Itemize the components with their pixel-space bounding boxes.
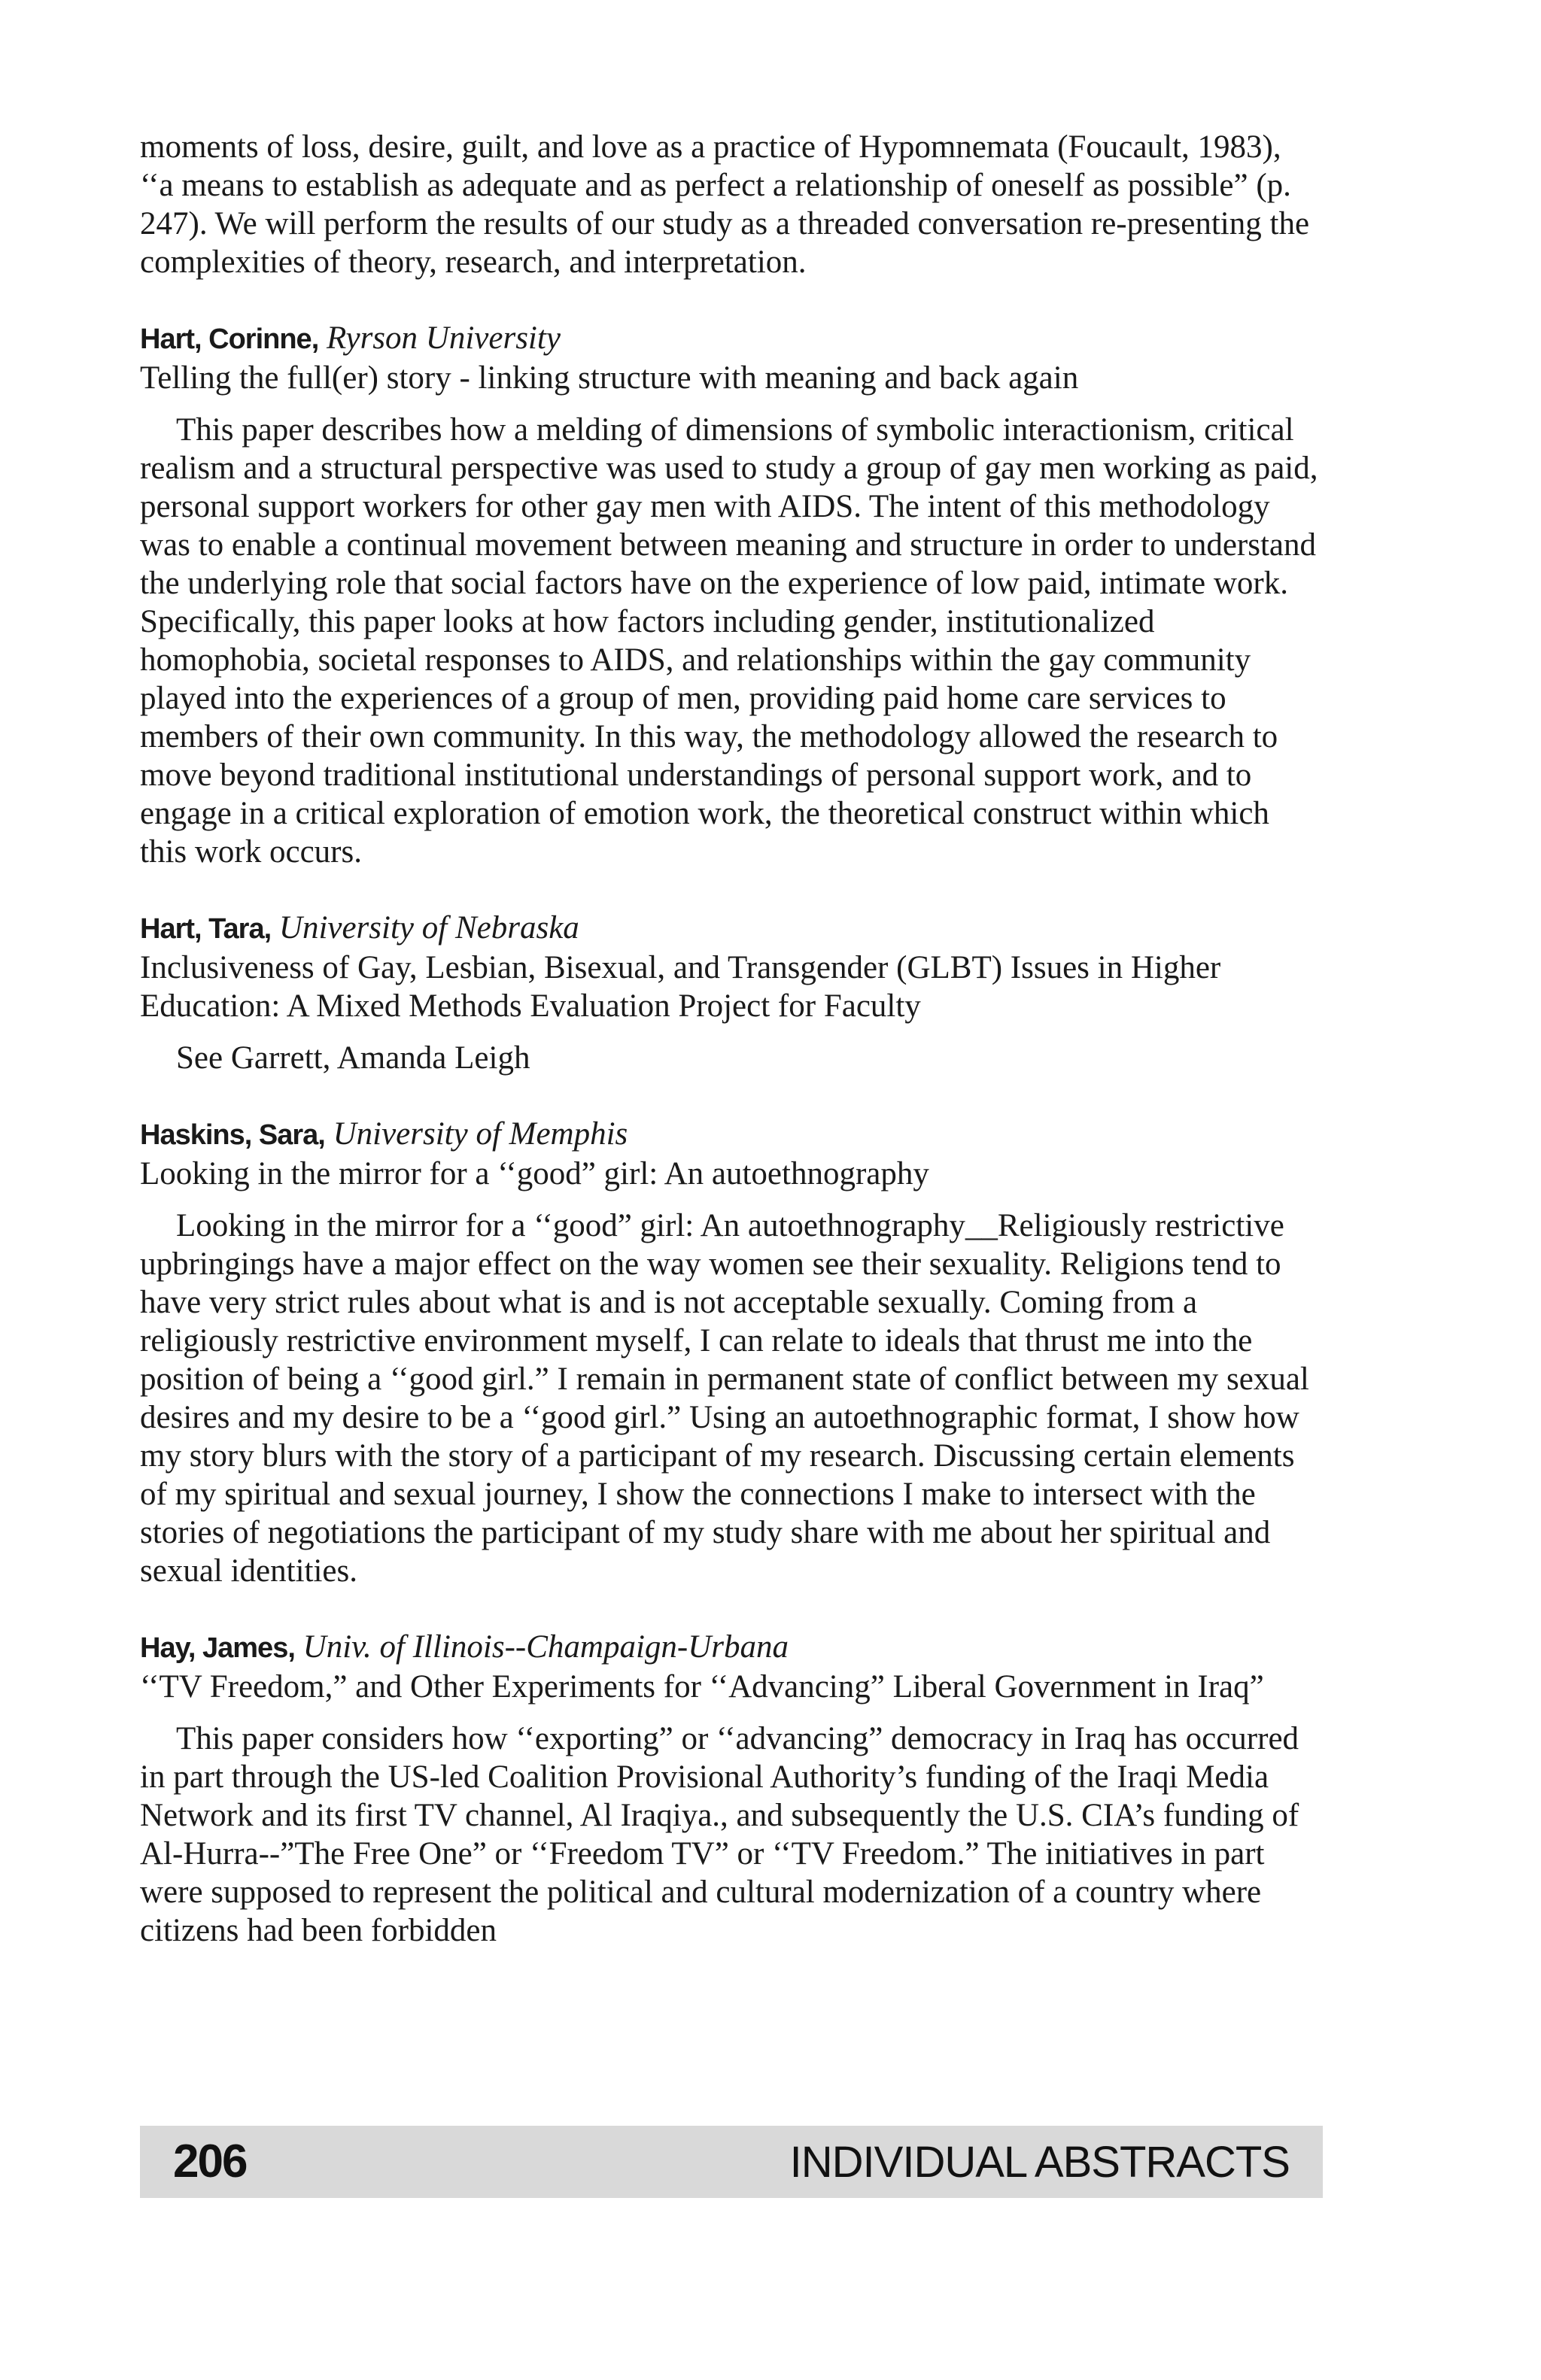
author-name: Hay, James, [140, 1632, 295, 1664]
page-body [140, 128, 1321, 1950]
entry-header [140, 1115, 1321, 1155]
abstract-text: Looking in the mirror for a ‘‘good” girl: An autoethnography__Religiously restrictive upbringings have a major effect on the way women see their sexuality. Religions tend to have very strict rules about what is and is not acceptable sexually. Coming from a religiously restrictive environment myself, I can relate to ideals that thrust me into the position of being a ‘‘good girl.” I remain in permanent state of conflict between my sexual desires and my desire to be a ‘‘good girl.” Using an autoethnographic format, I show how my story blurs with the story of a participant of my research. Discussing certain elements of my spiritual and sexual journey, I show the connections I make to intersect with the stories of negotiations the participant of my study share with me about her spiritual and sexual identities. [140, 1208, 1309, 1589]
abstract-text: See Garrett, Amanda Leigh [176, 1040, 530, 1076]
author-affiliation: University of Nebraska [278, 910, 579, 946]
abstract-title: ‘‘TV Freedom,” and Other Experiments for ‘‘Advancing” Liberal Government in Iraq” [140, 1669, 1264, 1705]
page-number: 206 [173, 2136, 247, 2187]
abstract-title: Inclusiveness of Gay, Lesbian, Bisexual, and Transgender (GLBT) Issues in Higher Education: A Mixed Methods Evaluation Project for Faculty [140, 950, 1221, 1024]
abstract-title: Telling the full(er) story - linking structure with meaning and back again [140, 360, 1079, 396]
abstract-title: Looking in the mirror for a ‘‘good” girl: An autoethnography [140, 1156, 929, 1192]
author-name: Hart, Tara, [140, 913, 272, 945]
author-name: Hart, Corinne, [140, 323, 319, 355]
abstract-text: This paper considers how ‘‘exporting” or ‘‘advancing” democracy in Iraq has occurred in part through the US-led Coalition Provisional Authority’s funding of the Iraqi Media Network and its first TV channel, Al Iraqiya., and subsequently the U.S. CIA’s funding of Al-Hurra--”The Free One” or ‘‘Freedom TV” or ‘‘TV Freedom.” The initiatives in part were supposed to represent the political and cultural modernization of a country where citizens had been forbidden [140, 1721, 1299, 1948]
author-affiliation: Univ. of Illinois--Champaign-Urbana [302, 1629, 789, 1665]
entry-header [140, 319, 1321, 359]
abstract-entry [140, 319, 1321, 871]
author-affiliation: Ryrson University [327, 320, 561, 356]
continuation-paragraph: moments of loss, desire, guilt, and love as a practice of Hypomnemata (Foucault, 1983), ‘‘a means to establish as adequate and as perfect a relationship of oneself as possible” (p. 247). We will perform the results of our study as a threaded conversation re-presenting the complexities of theory, research, and interpretation. [140, 129, 1310, 280]
abstract-entry [140, 1115, 1321, 1590]
author-name: Haskins, Sara, [140, 1119, 325, 1151]
page-footer [140, 2126, 1323, 2198]
section-label: INDIVIDUAL ABSTRACTS [789, 2138, 1290, 2187]
abstract-entry [140, 1628, 1321, 1950]
abstract-text: This paper describes how a melding of dimensions of symbolic interactionism, critical realism and a structural perspective was used to study a group of gay men working as paid, personal support workers for other gay men with AIDS. The intent of this methodology was to enable a continual movement between meaning and structure in order to understand the underlying role that social factors have on the experience of low paid, intimate work. Specifically, this paper looks at how factors including gender, institutionalized homophobia, societal responses to AIDS, and relationships within the gay community played into the experiences of a group of men, providing paid home care services to members of their own community. In this way, the methodology allowed the research to move beyond traditional institutional understandings of personal support work, and to engage in a critical exploration of emotion work, the theoretical construct within which this work occurs. [140, 412, 1318, 870]
entry-header [140, 909, 1321, 949]
author-affiliation: University of Memphis [333, 1116, 628, 1152]
entry-header [140, 1628, 1321, 1668]
abstract-entry [140, 909, 1321, 1077]
